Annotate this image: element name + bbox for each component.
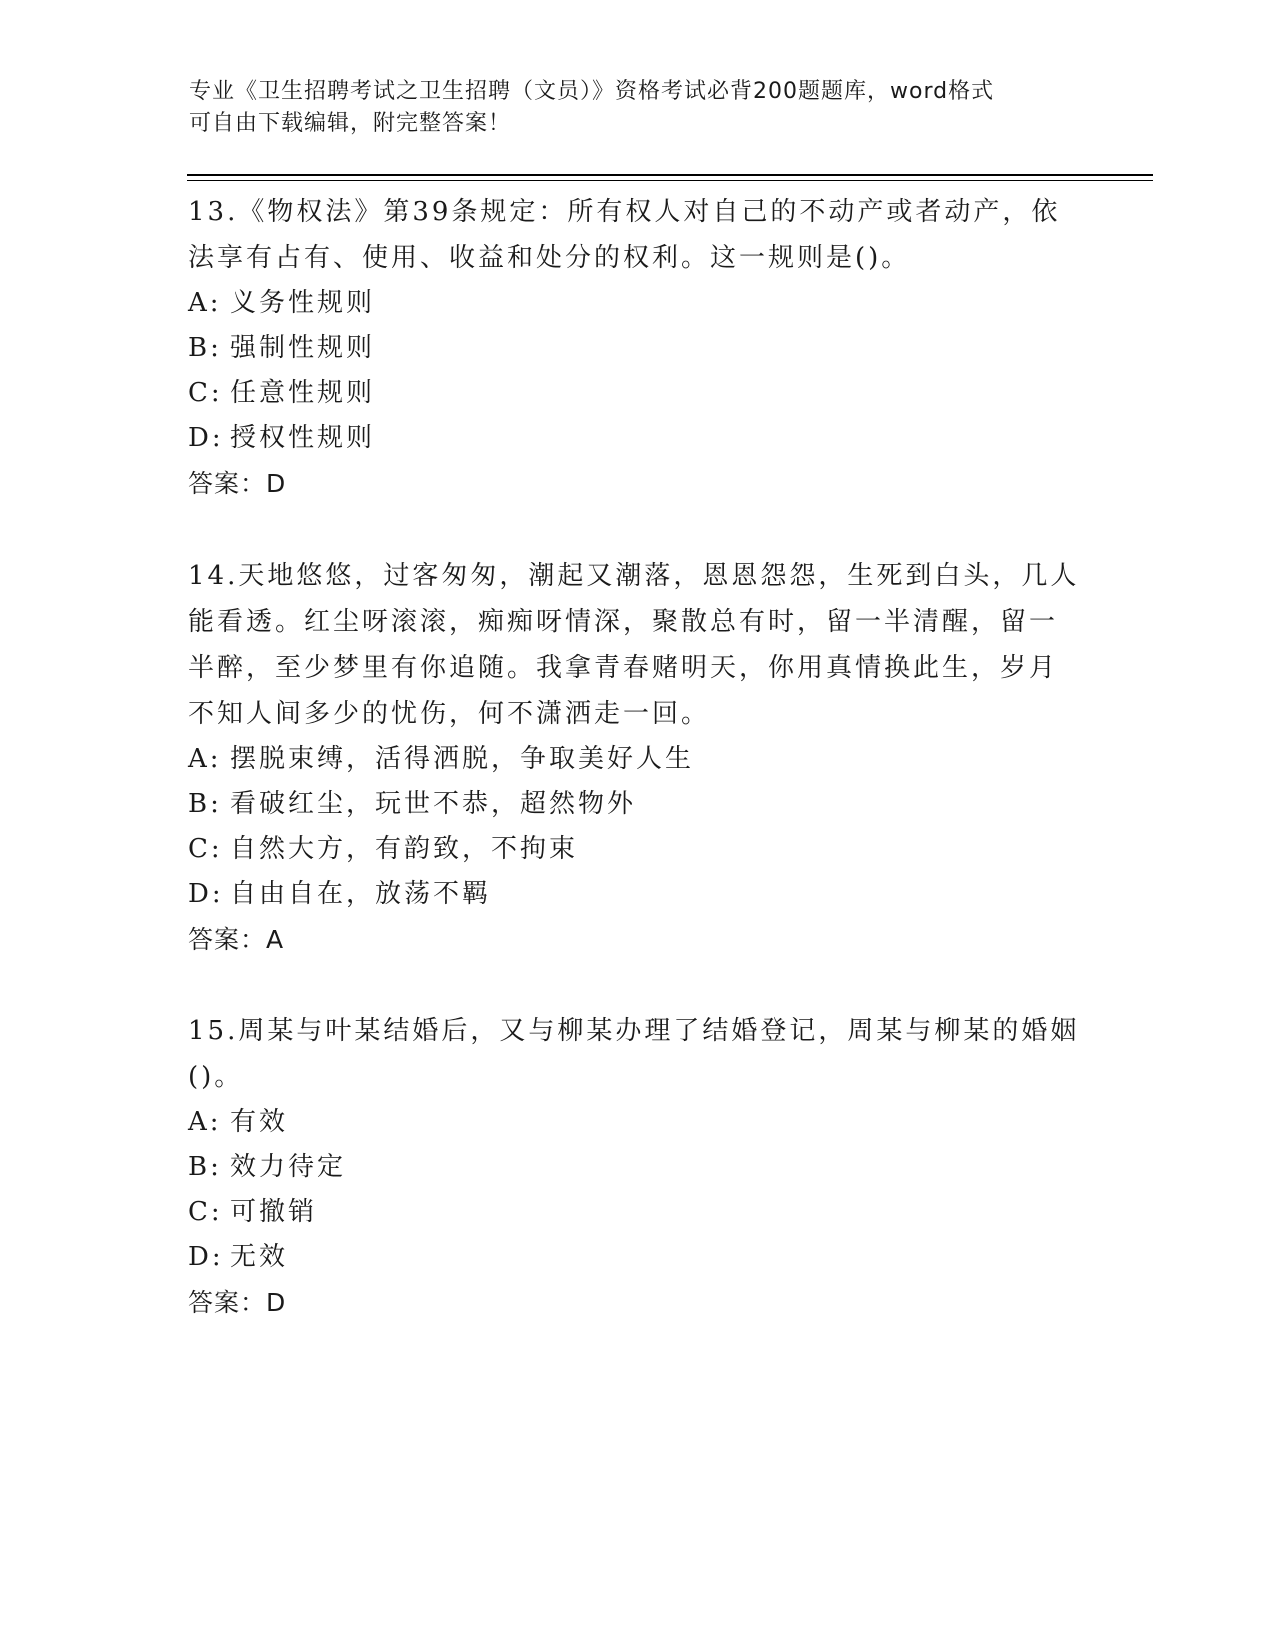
header-line-1: 专业《卫生招聘考试之卫生招聘（文员）》资格考试必背200题题库，word格式 xyxy=(189,79,995,104)
option-text: 可撤销 xyxy=(230,1197,318,1227)
question-stem-line: 法享有占有、使用、收益和处分的权利。这一规则是()。 xyxy=(188,243,911,273)
option-label: C: xyxy=(188,378,223,408)
option-text: 效力待定 xyxy=(230,1152,347,1182)
answer-line: 答案：A xyxy=(188,925,285,954)
question-stem-line: 不知人间多少的忧伤，何不潇洒走一回。 xyxy=(188,699,711,729)
option-label: B: xyxy=(188,789,222,819)
answer-line: 答案：D xyxy=(188,1288,287,1317)
option-text: 自由自在，放荡不羁 xyxy=(230,879,492,909)
header-divider-thick xyxy=(187,174,1153,176)
document-header xyxy=(189,76,1069,140)
option-b xyxy=(188,1145,1088,1190)
option-d xyxy=(188,872,1088,917)
question-13 xyxy=(188,189,1088,507)
option-d xyxy=(188,1235,1088,1280)
option-text: 看破红尘，玩世不恭，超然物外 xyxy=(230,789,637,819)
option-c xyxy=(188,371,1088,416)
option-label: C: xyxy=(188,1197,223,1227)
option-a xyxy=(188,737,1088,782)
option-label: A: xyxy=(188,744,222,774)
option-text: 义务性规则 xyxy=(230,288,376,318)
question-stem-line: ()。 xyxy=(188,1062,244,1092)
option-c xyxy=(188,1190,1088,1235)
option-label: B: xyxy=(188,333,222,363)
option-b xyxy=(188,326,1088,371)
question-stem-line: 能看透。红尘呀滚滚，痴痴呀情深，聚散总有时，留一半清醒，留一 xyxy=(188,607,1059,637)
option-label: A: xyxy=(188,288,222,318)
question-14 xyxy=(188,553,1088,963)
header-line-2: 可自由下载编辑，附完整答案！ xyxy=(189,111,512,136)
option-text: 无效 xyxy=(230,1242,289,1272)
answer-line: 答案：D xyxy=(188,469,287,498)
option-label: D: xyxy=(188,423,224,453)
option-text: 摆脱束缚，活得洒脱，争取美好人生 xyxy=(230,744,695,774)
question-stem-line: 15.周某与叶某结婚后，又与柳某办理了结婚登记，周某与柳某的婚姻 xyxy=(188,1016,1080,1046)
option-label: A: xyxy=(188,1107,222,1137)
option-d xyxy=(188,416,1088,461)
option-a xyxy=(188,281,1088,326)
question-stem-line: 14.天地悠悠，过客匆匆，潮起又潮落，恩恩怨怨，生死到白头，几人 xyxy=(188,561,1080,591)
option-text: 有效 xyxy=(230,1107,289,1137)
option-c xyxy=(188,827,1088,872)
option-label: D: xyxy=(188,1242,224,1272)
question-stem-line: 半醉，至少梦里有你追随。我拿青春赌明天，你用真情换此生，岁月 xyxy=(188,653,1059,683)
option-text: 自然大方，有韵致，不拘束 xyxy=(230,834,579,864)
option-label: D: xyxy=(188,879,224,909)
option-a xyxy=(188,1100,1088,1145)
question-stem-line: 13.《物权法》第39条规定：所有权人对自己的不动产或者动产，依 xyxy=(188,197,1061,227)
option-text: 授权性规则 xyxy=(230,423,376,453)
option-text: 任意性规则 xyxy=(230,378,376,408)
question-15 xyxy=(188,1008,1088,1326)
option-text: 强制性规则 xyxy=(230,333,376,363)
option-label: B: xyxy=(188,1152,222,1182)
option-b xyxy=(188,782,1088,827)
header-divider-thin xyxy=(187,180,1153,181)
option-label: C: xyxy=(188,834,223,864)
